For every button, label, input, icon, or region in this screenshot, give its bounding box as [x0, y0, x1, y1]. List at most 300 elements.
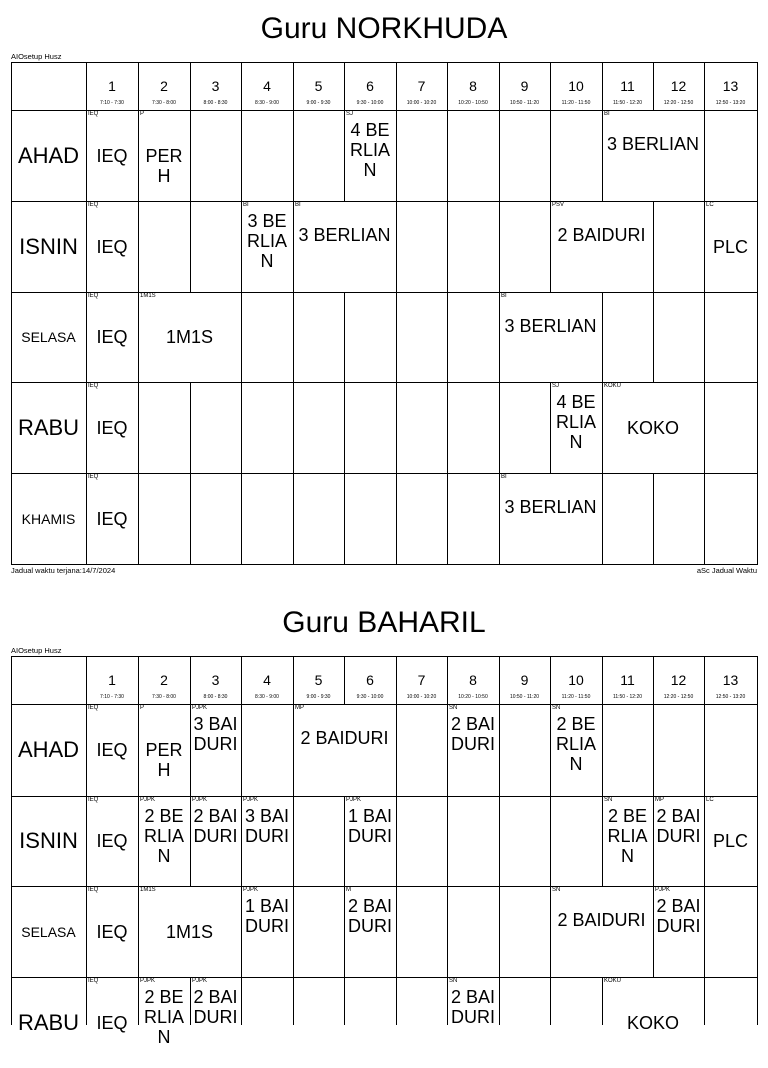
grid-line [344, 382, 345, 474]
lesson-cell[interactable] [344, 110, 396, 201]
grid-line [704, 886, 705, 978]
grid-line [653, 292, 654, 383]
period-number: 6 [366, 78, 374, 94]
grid-line [344, 977, 345, 1025]
grid-line [447, 201, 448, 293]
lesson-cell[interactable] [86, 201, 138, 292]
grid-line [447, 473, 448, 565]
class-name: 1 BAIDURI [347, 806, 393, 846]
day-name: ISNIN [19, 828, 78, 853]
grid-line [499, 656, 500, 705]
day-label [11, 201, 86, 292]
subject-code: IEQ [88, 202, 99, 208]
class-name: 2 BERLIAN [143, 806, 185, 866]
grid-line [447, 62, 448, 111]
lesson-cell[interactable] [602, 110, 704, 201]
grid-line [550, 62, 551, 111]
period-number: 5 [314, 672, 323, 688]
period-time: 7:10 - 7:30 [100, 694, 124, 700]
grid-line [447, 110, 448, 202]
lesson-cell[interactable] [190, 977, 241, 1068]
grid-line [241, 110, 242, 202]
grid-line [653, 201, 654, 293]
period-number: 13 [722, 78, 739, 94]
period-number: 3 [211, 78, 220, 94]
lesson-cell[interactable] [86, 886, 138, 977]
period-time: 10:00 - 10:20 [406, 694, 437, 700]
grid-line [293, 656, 294, 705]
period-number: 12 [670, 78, 687, 94]
grid-line [11, 62, 758, 63]
class-name: IEQ [96, 418, 128, 438]
period-number: 11 [620, 78, 635, 94]
lesson-cell[interactable] [293, 201, 396, 292]
grid-line [11, 564, 758, 565]
grid-line [447, 292, 448, 383]
grid-line [550, 656, 551, 705]
grid-line [447, 796, 448, 887]
lesson-cell[interactable] [293, 704, 396, 796]
grid-line [704, 704, 705, 797]
lesson-cell[interactable] [499, 292, 602, 382]
subject-code: IEQ [88, 474, 99, 480]
period-number: 11 [620, 672, 635, 688]
lesson-cell[interactable] [344, 886, 396, 977]
lesson-cell[interactable] [653, 796, 704, 886]
class-name: 3 BAIDURI [244, 806, 290, 846]
period-number: 8 [469, 78, 477, 94]
grid-line [293, 977, 294, 1025]
period-number: 7 [417, 672, 426, 688]
grid-line [396, 292, 397, 383]
period-time: 12:50 - 13:20 [715, 100, 746, 106]
subject-code: BI [295, 202, 301, 208]
lesson-cell[interactable] [704, 201, 757, 292]
period-time: 10:00 - 10:20 [406, 100, 437, 106]
period-time: 8:30 - 9:00 [255, 694, 279, 700]
grid-line [293, 382, 294, 474]
grid-line [138, 473, 139, 565]
period-number: 9 [520, 672, 529, 688]
period-number: 7 [417, 78, 426, 94]
subject-code: P [140, 705, 145, 711]
subject-code: 1M1S [140, 887, 156, 893]
grid-line [602, 656, 603, 705]
period-number: 12 [670, 672, 687, 688]
class-name: 4 BERLIAN [555, 392, 597, 452]
class-name: 2 BAIDURI [193, 987, 238, 1027]
lesson-cell[interactable] [550, 201, 653, 292]
grid-line [704, 656, 705, 705]
period-time: 8:00 - 8:30 [203, 694, 228, 700]
grid-line [757, 886, 758, 978]
grid-line [653, 473, 654, 565]
lesson-cell[interactable] [344, 796, 396, 886]
period-time: 11:20 - 11:50 [561, 100, 591, 106]
grid-line [757, 796, 758, 887]
class-name: 2 BAIDURI [450, 714, 496, 754]
period-time: 10:50 - 11:20 [509, 100, 540, 106]
grid-line [499, 201, 500, 293]
period-number: 1 [108, 78, 116, 94]
lesson-cell[interactable] [86, 110, 138, 201]
subject-code: IEQ [88, 705, 99, 711]
class-name: 1M1S [165, 922, 214, 942]
subject-code: PJPK [243, 797, 259, 803]
grid-line [499, 62, 500, 111]
grid-line [757, 382, 758, 474]
grid-line [138, 62, 139, 111]
subject-code: IEQ [88, 797, 99, 803]
class-name: 1 BAIDURI [244, 896, 290, 936]
period-time: 12:20 - 12:50 [663, 100, 694, 106]
class-name: IEQ [96, 237, 128, 257]
grid-line [11, 656, 758, 657]
grid-line [138, 382, 139, 474]
grid-line [447, 656, 448, 705]
grid-line [293, 473, 294, 565]
grid-line [344, 473, 345, 565]
grid-line [396, 977, 397, 1025]
day-name: AHAD [17, 737, 80, 762]
subject-code: PJPK [192, 797, 208, 803]
day-name: SELASA [21, 329, 76, 345]
subject-code: 1M1S [140, 293, 156, 299]
grid-line [190, 382, 191, 474]
subject-code: PJPK [655, 887, 671, 893]
day-name: RABU [17, 414, 80, 440]
subject-code: MP [295, 705, 304, 711]
grid-line [396, 704, 397, 797]
grid-line [757, 473, 758, 565]
grid-line [704, 62, 705, 111]
subject-code: IEQ [88, 887, 99, 893]
subject-code: PJPK [243, 887, 259, 893]
grid-line [396, 886, 397, 978]
period-time: 9:00 - 9:30 [306, 694, 331, 700]
lesson-cell[interactable] [447, 704, 499, 796]
grid-line [190, 656, 191, 705]
grid-line [241, 977, 242, 1025]
class-name: 2 BERLIAN [555, 714, 597, 774]
subject-code: KOKU [604, 978, 622, 984]
grid-line [396, 656, 397, 705]
lesson-cell[interactable] [653, 886, 704, 977]
lesson-cell[interactable] [241, 886, 293, 977]
class-name: 3 BERLIAN [298, 225, 391, 245]
lesson-cell[interactable] [86, 292, 138, 382]
grid-line [293, 62, 294, 111]
subject-code: PJPK [140, 797, 156, 803]
class-name: 1M1S [165, 327, 214, 347]
class-name: 3 BERLIAN [606, 134, 700, 154]
lesson-cell[interactable] [190, 704, 241, 796]
timetable-title: Guru BAHARIL [282, 606, 486, 639]
grid-line [138, 656, 139, 705]
grid-line [190, 473, 191, 565]
grid-line [241, 656, 242, 705]
subject-code: PJPK [140, 978, 156, 984]
lesson-cell[interactable] [550, 886, 653, 977]
timetable-title: Guru NORKHUDA [260, 12, 508, 45]
day-label [11, 704, 86, 796]
class-name: IEQ [96, 831, 128, 851]
grid-line [757, 704, 758, 797]
subject-code: PSV [552, 202, 565, 208]
class-name: PERH [145, 740, 183, 780]
lesson-cell[interactable] [704, 796, 757, 886]
period-time: 7:30 - 8:00 [152, 100, 176, 106]
grid-line [757, 62, 758, 111]
subject-code: M [346, 887, 351, 893]
grid-line [602, 704, 603, 797]
grid-line [653, 62, 654, 111]
lesson-cell[interactable] [550, 704, 602, 796]
class-name: PLC [712, 237, 748, 257]
grid-line [396, 796, 397, 887]
period-time: 9:00 - 9:30 [306, 100, 331, 106]
grid-line [499, 886, 500, 978]
class-name: KOKO [626, 418, 679, 438]
grid-line [86, 62, 87, 111]
grid-line [190, 62, 191, 111]
lesson-cell[interactable] [602, 796, 653, 886]
subject-code: SN [449, 705, 458, 711]
grid-line [757, 656, 758, 705]
period-number: 4 [263, 78, 271, 94]
class-name: KOKO [626, 1013, 679, 1033]
subject-code: BI [243, 202, 249, 208]
period-time: 9:30 - 10:00 [356, 694, 384, 700]
period-number: 2 [160, 78, 168, 94]
day-name: RABU [17, 1009, 80, 1035]
lesson-cell[interactable] [138, 292, 241, 382]
class-name: 4 BERLIAN [349, 120, 391, 180]
period-time: 8:30 - 9:00 [255, 100, 279, 106]
grid-line [138, 201, 139, 293]
grid-line [241, 62, 242, 111]
grid-line [344, 656, 345, 705]
period-number: 3 [211, 672, 220, 688]
period-time: 9:30 - 10:00 [356, 100, 384, 106]
lesson-cell[interactable] [499, 473, 602, 564]
lesson-cell[interactable] [138, 886, 241, 977]
grid-line [86, 656, 87, 705]
grid-line [602, 292, 603, 383]
class-name: 2 BERLIAN [143, 987, 185, 1047]
subject-code: LC [706, 202, 714, 208]
day-name: ISNIN [19, 233, 78, 259]
class-name: PLC [712, 831, 748, 851]
class-name: 2 BAIDURI [656, 806, 701, 846]
grid-line [757, 977, 758, 1025]
class-name: IEQ [96, 509, 128, 529]
grid-line [447, 382, 448, 474]
school-label: AIOsetup Husz [11, 52, 62, 61]
grid-line [499, 382, 500, 474]
grid-line [396, 110, 397, 202]
grid-line [11, 656, 12, 705]
grid-line [757, 110, 758, 202]
subject-code: SN [604, 797, 613, 803]
lesson-cell[interactable] [190, 796, 241, 886]
class-name: 2 BAIDURI [300, 728, 389, 748]
grid-line [396, 201, 397, 293]
subject-code: IEQ [88, 293, 99, 299]
grid-line [550, 110, 551, 202]
grid-line [344, 292, 345, 383]
period-time: 10:20 - 10:50 [458, 694, 488, 700]
grid-line [293, 886, 294, 978]
generator-credit: aSc Jadual Waktu [696, 566, 757, 575]
subject-code: BI [501, 293, 507, 299]
grid-line [550, 977, 551, 1025]
class-name: 3 BERLIAN [504, 316, 597, 336]
subject-code: PJPK [192, 978, 208, 984]
period-number: 10 [568, 78, 584, 94]
class-name: 3 BERLIAN [504, 497, 597, 517]
grid-line [293, 110, 294, 202]
lesson-cell[interactable] [138, 110, 190, 201]
grid-line [190, 201, 191, 293]
grid-line [499, 796, 500, 887]
class-name: 2 BERLIAN [607, 806, 648, 866]
lesson-cell[interactable] [138, 704, 190, 796]
period-time: 10:50 - 11:20 [509, 694, 540, 700]
lesson-cell[interactable] [138, 796, 190, 886]
grid-line [602, 62, 603, 111]
lesson-cell[interactable] [602, 977, 704, 1068]
class-name: 2 BAIDURI [347, 896, 393, 936]
subject-code: SN [552, 887, 561, 893]
subject-code: LC [706, 797, 714, 803]
grid-line [704, 110, 705, 202]
grid-line [241, 473, 242, 565]
day-name: SELASA [21, 923, 76, 940]
school-label: AIOsetup Husz [11, 646, 62, 655]
day-name: KHAMIS [21, 510, 76, 527]
lesson-cell[interactable] [86, 473, 138, 564]
grid-line [602, 473, 603, 565]
lesson-cell[interactable] [86, 977, 138, 1068]
period-time: 11:20 - 11:50 [561, 694, 591, 700]
class-name: 2 BAIDURI [557, 910, 646, 930]
period-number: 8 [469, 672, 477, 688]
class-name: 3 BERLIAN [246, 211, 288, 271]
lesson-cell[interactable] [138, 977, 190, 1068]
grid-line [11, 62, 12, 111]
lesson-cell[interactable] [86, 796, 138, 886]
period-number: 10 [568, 672, 584, 688]
subject-code: IEQ [88, 111, 99, 117]
subject-code: IEQ [88, 383, 99, 389]
day-label [11, 110, 86, 201]
class-name: 2 BAIDURI [450, 987, 496, 1027]
grid-line [396, 62, 397, 111]
period-time: 12:20 - 12:50 [663, 694, 694, 700]
day-label [11, 977, 86, 1068]
grid-line [447, 886, 448, 978]
subject-code: KOKU [604, 383, 622, 389]
grid-line [550, 796, 551, 887]
subject-code: SJ [552, 383, 560, 389]
day-label [11, 382, 86, 473]
period-number: 13 [722, 672, 739, 688]
lesson-cell[interactable] [447, 977, 499, 1068]
grid-line [653, 656, 654, 705]
period-time: 7:10 - 7:30 [100, 100, 124, 106]
grid-line [396, 382, 397, 474]
grid-line [704, 382, 705, 474]
period-number: 9 [520, 78, 529, 94]
class-name: PERH [145, 146, 183, 186]
grid-line [653, 704, 654, 797]
lesson-cell[interactable] [241, 796, 293, 886]
subject-code: MP [655, 797, 664, 803]
period-time: 8:00 - 8:30 [203, 100, 228, 106]
subject-code: SN [552, 705, 561, 711]
subject-code: SN [449, 978, 458, 984]
period-time: 11:50 - 12:20 [612, 100, 643, 106]
grid-line [344, 62, 345, 111]
lesson-cell[interactable] [602, 382, 704, 473]
class-name: IEQ [96, 1013, 128, 1033]
class-name: IEQ [96, 146, 128, 166]
grid-line [757, 292, 758, 383]
grid-line [704, 292, 705, 383]
subject-code: BI [604, 111, 610, 117]
grid-line [396, 473, 397, 565]
period-time: 7:30 - 8:00 [152, 694, 176, 700]
grid-line [293, 292, 294, 383]
day-label [11, 886, 86, 977]
grid-line [499, 110, 500, 202]
lesson-cell[interactable] [241, 201, 293, 292]
grid-line [499, 704, 500, 797]
period-number: 4 [263, 672, 271, 688]
class-name: 2 BAIDURI [193, 806, 238, 846]
class-name: 3 BAIDURI [193, 714, 238, 754]
subject-code: BI [501, 474, 507, 480]
grid-line [241, 704, 242, 797]
grid-line [241, 382, 242, 474]
class-name: 2 BAIDURI [557, 225, 646, 245]
lesson-cell[interactable] [550, 382, 602, 473]
grid-line [190, 110, 191, 202]
grid-line [704, 977, 705, 1025]
class-name: 2 BAIDURI [656, 896, 701, 936]
grid-line [499, 977, 500, 1025]
subject-code: P [140, 111, 145, 117]
day-label [11, 292, 86, 382]
subject-code: IEQ [88, 978, 99, 984]
grid-line [757, 201, 758, 293]
subject-code: SJ [346, 111, 354, 117]
class-name: IEQ [96, 327, 128, 347]
period-number: 6 [366, 672, 374, 688]
period-time: 10:20 - 10:50 [458, 100, 488, 106]
lesson-cell[interactable] [86, 382, 138, 473]
grid-line [241, 292, 242, 383]
class-name: IEQ [96, 922, 128, 942]
day-label [11, 473, 86, 564]
lesson-cell[interactable] [86, 704, 138, 796]
day-label [11, 796, 86, 886]
generated-date: Jadual waktu terjana:14/7/2024 [11, 566, 116, 575]
period-time: 11:50 - 12:20 [612, 694, 643, 700]
class-name: IEQ [96, 740, 128, 760]
grid-line [293, 796, 294, 887]
